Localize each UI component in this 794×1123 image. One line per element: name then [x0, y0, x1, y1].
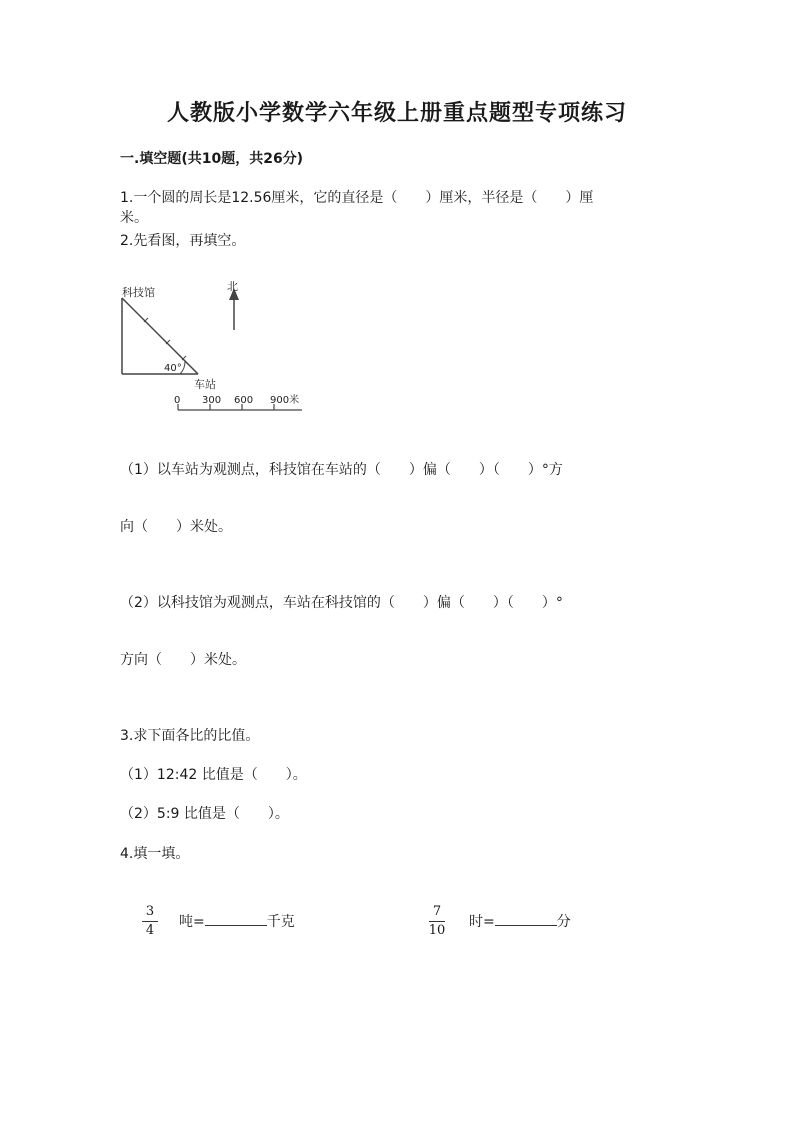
question-1-line-1: 1.一个圆的周长是12.56厘米，它的直径是（ ）厘米，半径是（ ）厘	[120, 190, 594, 206]
fraction-numerator: 7	[432, 904, 442, 919]
question-3-part-2: （2）5:9 比值是（ ）。	[120, 806, 289, 822]
question-3-prompt: 3.求下面各比的比值。	[120, 728, 260, 744]
unit-kg-label: 千克	[266, 914, 295, 930]
label-angle: 40°	[164, 363, 182, 374]
question-2-prompt: 2.先看图，再填空。	[120, 233, 246, 249]
fraction-denominator: 4	[145, 923, 155, 938]
label-museum: 科技馆	[122, 286, 155, 299]
question-3-part-1: （1）12:42 比值是（ ）。	[120, 767, 307, 783]
fraction-bar	[429, 921, 445, 922]
answer-blank-kg[interactable]	[205, 911, 267, 926]
scale-tick-300: 300	[202, 395, 222, 406]
label-station: 车站	[194, 378, 216, 391]
unit-minute-label: 分	[556, 914, 571, 930]
question-2-part-2-line-2: 方向（ ）米处。	[120, 652, 246, 668]
fraction-denominator: 10	[428, 923, 446, 938]
question-4-prompt: 4.填一填。	[120, 846, 190, 862]
scale-tick-0: 0	[174, 395, 181, 406]
scale-tick-600: 600	[234, 395, 254, 406]
question-4-item-1	[179, 911, 295, 931]
fraction-bar	[142, 921, 158, 922]
question-2-part-1-line-2: 向（ ）米处。	[120, 519, 232, 535]
question-4-item-2	[469, 911, 571, 931]
fraction-numerator: 3	[145, 904, 155, 919]
question-2-part-1-line-1: （1）以车站为观测点，科技馆在车站的（ ）偏（ ）（ ）°方	[120, 462, 563, 478]
triangle-hypotenuse	[122, 298, 198, 374]
question-1-line-2: 米。	[120, 210, 148, 226]
fraction-three-quarters	[139, 905, 161, 938]
section-heading: 一.填空题(共10题，共26分)	[120, 151, 304, 167]
unit-hour-label: 时=	[469, 914, 495, 930]
fraction-seven-tenths	[426, 905, 448, 938]
direction-figure	[110, 276, 320, 425]
page-title: 人教版小学数学六年级上册重点题型专项练习	[166, 100, 627, 126]
answer-blank-minutes[interactable]	[495, 911, 557, 926]
unit-ton-label: 吨=	[179, 914, 205, 930]
label-north: 北	[227, 280, 238, 293]
question-2-part-2-line-1: （2）以科技馆为观测点，车站在科技馆的（ ）偏（ ）（ ）°	[120, 595, 563, 611]
scale-tick-900: 900米	[270, 395, 300, 406]
